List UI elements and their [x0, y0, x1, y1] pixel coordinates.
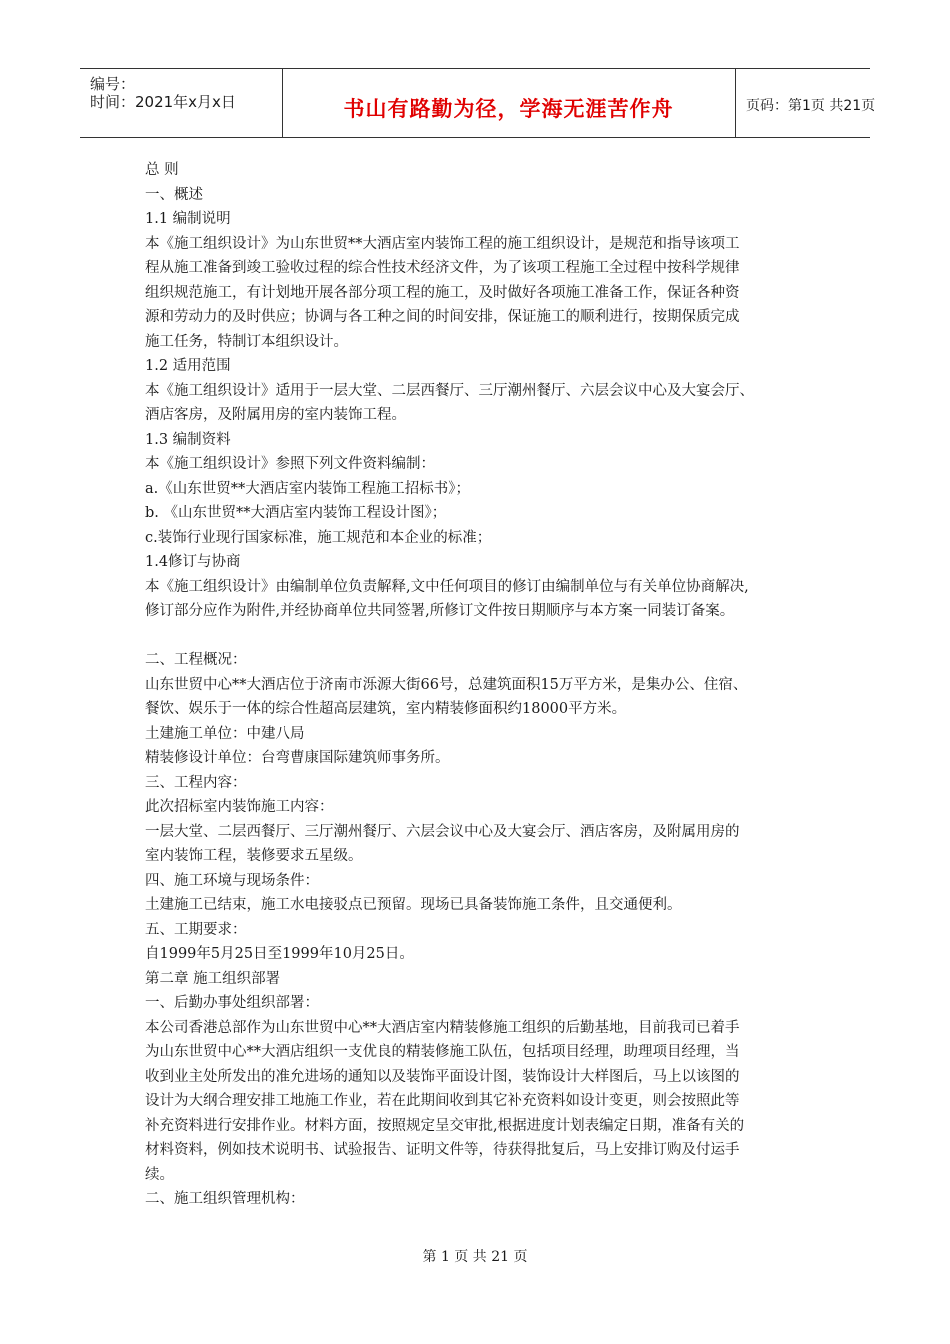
- body-text-line: 组织规范施工，有计划地开展各部分项工程的施工，及时做好各项施工准备工作，保证各种资: [145, 284, 740, 301]
- body-text-line: 土建施工已结束，施工水电接驳点已预留。现场已具备装饰施工条件，且交通便利。: [145, 897, 682, 913]
- body-text-line: 补充资料进行安排作业。材料方面，按照规定呈交审批,根据进度计划表编定日期，准备有关的: [145, 1117, 745, 1134]
- body-text-line: 续。: [145, 1166, 174, 1183]
- document-date-label: 时间：2021年x月x日: [90, 93, 236, 111]
- body-text-line: 施工任务，特制订本组织设计。: [145, 333, 348, 350]
- body-text-line: 第二章 施工组织部署: [145, 970, 281, 987]
- body-text-line: 三、工程内容：: [145, 774, 247, 791]
- document-number-label: 编号：: [90, 75, 136, 93]
- body-text-line: 二、工程概况：: [145, 652, 247, 668]
- body-text-line: 为山东世贸中心**大酒店组织一支优良的精装修施工队伍，包括项目经理，助理项目经理，当: [145, 1044, 740, 1060]
- body-text-line: 修订部分应作为附件,并经协商单位共同签署,所修订文件按日期顺序与本方案一同装订备案。: [145, 603, 735, 619]
- body-text-line: b. 《山东世贸**大酒店室内装饰工程设计图》；: [145, 505, 447, 521]
- body-text-line: a.《山东世贸**大酒店室内装饰工程施工招标书》；: [145, 480, 471, 497]
- header-info-cell: [80, 69, 283, 137]
- header-motto: 书山有路勤为径，学海无涯苦作舟: [343, 97, 674, 121]
- body-text-line: 本《施工组织设计》适用于一层大堂、二层西餐厅、三厅潮州餐厅、六层会议中心及大宴会厅、: [145, 382, 754, 399]
- body-text-line: 一、后勤办事处组织部署：: [145, 995, 319, 1011]
- blank-line: [145, 624, 825, 649]
- body-text-line: 1.3 编制资料: [145, 431, 231, 448]
- body-text-line: 收到业主处所发出的准允进场的通知以及装饰平面设计图，装饰设计大样图后，马上以该图的: [145, 1068, 740, 1085]
- body-text-line: 此次招标室内装饰施工内容：: [145, 799, 334, 815]
- body-text-line: 源和劳动力的及时供应；协调与各工种之间的时间安排，保证施工的顺利进行，按期保质完成: [145, 309, 740, 325]
- body-text-line: 四、施工环境与现场条件：: [145, 872, 319, 889]
- body-text-line: 山东世贸中心**大酒店位于济南市泺源大街66号，总建筑面积15万平方米，是集办公、住宿、: [145, 676, 748, 693]
- body-text-line: 本《施工组织设计》为山东世贸**大酒店室内装饰工程的施工组织设计，是规范和指导该项工: [145, 235, 740, 252]
- header-page-number: 页码：第1页 共21页: [746, 98, 876, 114]
- page-footer: 第 1 页 共 21 页: [422, 1249, 528, 1265]
- body-text-line: 自1999年5月25日至1999年10月25日。: [145, 946, 414, 962]
- document-body: [145, 158, 825, 1212]
- body-text-line: 1.2 适用范围: [145, 358, 231, 374]
- header-motto-cell: [282, 69, 736, 137]
- body-text-line: 材料资料，例如技术说明书、试验报告、证明文件等，待获得批复后，马上安排订购及付运手: [145, 1142, 740, 1158]
- body-text-line: 一层大堂、二层西餐厅、三厅潮州餐厅、六层会议中心及大宴会厅、酒店客房，及附属用房的: [145, 823, 740, 840]
- body-text-line: 二、施工组织管理机构：: [145, 1191, 305, 1207]
- body-text-line: 本《施工组织设计》由编制单位负责解释,文中任何项目的修订由编制单位与有关单位协商解决,: [145, 578, 749, 595]
- body-text-line: 程从施工准备到竣工验收过程的综合性技术经济文件，为了该项工程施工全过程中按科学规律: [145, 260, 740, 276]
- body-text-line: 1.4修订与协商: [145, 554, 241, 570]
- body-text-line: 一、概述: [145, 186, 203, 203]
- body-text-line: c.装饰行业现行国家标准，施工规范和本企业的标准；: [145, 529, 492, 546]
- body-text-line: 餐饮、娱乐于一体的综合性超高层建筑，室内精装修面积约18000平方米。: [145, 701, 627, 717]
- body-text-line: 设计为大纲合理安排工地施工作业，若在此期间收到其它补充资料如设计变更，则会按照此等: [145, 1093, 740, 1109]
- body-text-line: 室内装饰工程，装修要求五星级。: [145, 848, 363, 864]
- body-text-line: 土建施工单位：中建八局: [145, 725, 305, 742]
- body-text-line: 本公司香港总部作为山东世贸中心**大酒店室内精装修施工组织的后勤基地，目前我司已着手: [145, 1019, 740, 1036]
- body-text-line: 总 则: [145, 162, 179, 178]
- body-text-line: 1.1 编制说明: [145, 211, 231, 227]
- page-header: [80, 68, 876, 138]
- body-text-line: 本《施工组织设计》参照下列文件资料编制：: [145, 456, 435, 472]
- header-page-cell: [736, 69, 876, 137]
- body-text-line: 精装修设计单位：台弯曹康国际建筑师事务所。: [145, 750, 450, 766]
- body-text-line: 酒店客房，及附属用房的室内装饰工程。: [145, 407, 406, 423]
- body-text-line: 五、工期要求：: [145, 921, 247, 938]
